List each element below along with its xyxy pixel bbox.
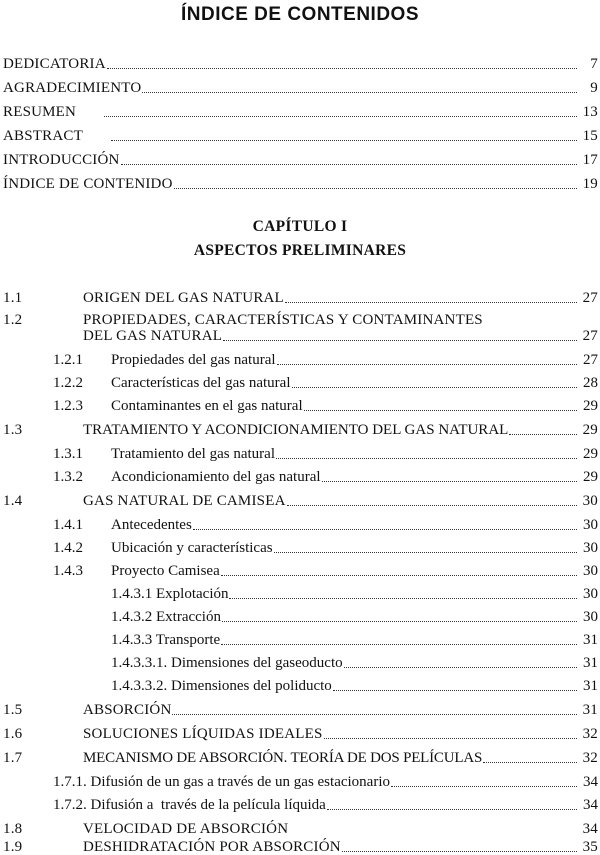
toc-entry-title: 1.4.3.3 Transporte <box>111 632 221 648</box>
page-title: ÍNDICE DE CONTENIDOS <box>180 4 420 25</box>
dot-leader <box>222 621 577 622</box>
toc-entry-resumen[interactable] <box>3 98 598 120</box>
dot-leader <box>304 410 577 411</box>
toc-entry-title: DEL GAS NATURAL <box>83 328 223 344</box>
toc-entry-1-3-1[interactable] <box>3 440 598 462</box>
toc-entry-indice[interactable] <box>3 170 598 192</box>
toc-entry-1-4-3[interactable] <box>3 557 598 579</box>
toc-entry-1-7-2[interactable] <box>3 791 598 813</box>
dot-leader <box>223 340 577 341</box>
toc-entry-page: 9 <box>590 80 598 96</box>
dot-leader <box>104 116 577 117</box>
dot-leader <box>333 690 577 691</box>
toc-entry-number: 1.4.1 <box>53 517 83 533</box>
toc-entry-number: 1.1 <box>3 290 23 306</box>
toc-entry-page: 27 <box>582 290 598 306</box>
toc-entry-number: 1.9 <box>3 839 23 855</box>
toc-entry-number: 1.2.3 <box>53 398 83 414</box>
toc-entry-title: INTRODUCCIÓN <box>3 152 120 168</box>
toc-entry-agradecimiento[interactable] <box>3 74 598 96</box>
toc-entry-abstract[interactable] <box>3 122 598 144</box>
toc-entry-number: 1.6 <box>3 726 23 742</box>
dot-leader <box>142 92 577 93</box>
dot-leader <box>172 714 577 715</box>
dot-leader <box>221 644 577 645</box>
toc-entry-number: 1.3 <box>3 422 23 438</box>
toc-entry-title: DEDICATORIA <box>3 56 106 72</box>
toc-entry-title: 1.4.3.1 Explotación <box>111 586 229 602</box>
toc-entry-page: 32 <box>582 750 598 766</box>
toc-entry-page: 29 <box>583 446 598 462</box>
toc-entry-1-2-2[interactable] <box>3 369 598 391</box>
toc-entry-1-7-1[interactable] <box>3 768 598 790</box>
toc-entry-1-2-3[interactable] <box>3 392 598 414</box>
toc-entry-title: ABSORCIÓN <box>83 702 172 718</box>
toc-entry-introduccion[interactable] <box>3 146 598 168</box>
dot-leader <box>274 552 577 553</box>
toc-entry-page: 34 <box>583 774 598 790</box>
toc-entry-title: TRATAMIENTO Y ACONDICIONAMIENTO DEL GAS NATURAL <box>83 422 509 438</box>
toc-entry-title: 1.4.3.3.2. Dimensiones del poliducto <box>111 678 332 694</box>
toc-entry-title: Contaminantes en el gas natural <box>111 398 303 414</box>
toc-entry-number: 1.4.3 <box>53 563 83 579</box>
toc-entry-title: 1.7.1. Difusión de un gas a través de un gas estacionario <box>53 774 390 790</box>
toc-entry-number: 1.7 <box>3 750 23 766</box>
toc-entry-title: GAS NATURAL DE CAMISEA <box>83 493 286 509</box>
dot-leader <box>121 164 577 165</box>
toc-entry-1-4[interactable] <box>3 487 598 509</box>
toc-entry-number: 1.8 <box>3 821 23 837</box>
toc-entry-number: 1.3.2 <box>53 469 83 485</box>
dot-leader <box>289 833 577 834</box>
chapter-label: CAPÍTULO I <box>252 218 348 235</box>
dot-leader <box>174 188 577 189</box>
toc-entry-page: 30 <box>583 586 598 602</box>
dot-leader <box>107 68 577 69</box>
toc-entry-title-line1: PROPIEDADES, CARACTERÍSTICAS Y CONTAMINANTES <box>83 312 483 328</box>
toc-entry-page: 31 <box>583 632 598 648</box>
dot-leader <box>509 434 577 435</box>
toc-entry-title: Características del gas natural <box>111 375 291 391</box>
toc-entry-number: 1.3.1 <box>53 446 83 462</box>
dot-leader <box>287 505 577 506</box>
dot-leader <box>277 364 577 365</box>
toc-entry-dedicatoria[interactable] <box>3 50 598 72</box>
toc-entry-page: 30 <box>583 609 598 625</box>
dot-leader <box>221 575 577 576</box>
dot-leader <box>391 786 577 787</box>
toc-entry-page: 30 <box>582 493 598 509</box>
toc-entry-title: ABSTRACT <box>3 128 83 144</box>
toc-entry-number: 1.2.1 <box>53 352 83 368</box>
toc-entry-number: 1.4.2 <box>53 540 83 556</box>
toc-entry-title: Tratamiento del gas natural <box>111 446 275 462</box>
toc-entry-page: 28 <box>583 375 598 391</box>
toc-entry-1-3[interactable] <box>3 416 598 438</box>
toc-entry-page: 29 <box>583 469 598 485</box>
toc-entry-page: 31 <box>583 655 598 671</box>
dot-leader <box>276 458 577 459</box>
toc-entry-page: 27 <box>582 328 598 344</box>
toc-entry-title: ÍNDICE DE CONTENIDO <box>3 176 173 192</box>
toc-entry-page: 31 <box>582 702 598 718</box>
toc-entry-title: DESHIDRATACIÓN POR ABSORCIÓN <box>83 839 341 855</box>
dot-leader <box>111 140 577 141</box>
toc-entry-1-1[interactable] <box>3 284 598 306</box>
toc-entry-1-4-3-3-1[interactable] <box>3 649 598 671</box>
toc-entry-page: 29 <box>582 422 598 438</box>
dot-leader <box>344 667 577 668</box>
toc-entry-title: 1.7.2. Difusión a través de la película líquida <box>53 797 326 813</box>
toc-entry-page: 34 <box>583 797 598 813</box>
toc-entry-title: 1.4.3.2 Extracción <box>111 609 221 625</box>
dot-leader <box>229 598 577 599</box>
toc-entry-number: 1.2 <box>3 312 23 328</box>
toc-entry-title: 1.4.3.3.1. Dimensiones del gaseoducto <box>111 655 343 671</box>
toc-entry-1-8[interactable] <box>3 815 598 837</box>
toc-entry-1-6[interactable] <box>3 720 598 742</box>
toc-entry-number: 1.2.2 <box>53 375 83 391</box>
toc-entry-title: RESUMEN <box>3 104 77 120</box>
dot-leader <box>342 851 577 852</box>
toc-entry-page: 27 <box>583 352 598 368</box>
toc-entry-number: 1.5 <box>3 702 23 718</box>
toc-entry-1-9[interactable] <box>3 839 598 855</box>
toc-entry-page: 35 <box>582 839 598 855</box>
toc-entry-1-4-3-3[interactable] <box>3 626 598 648</box>
toc-entry-page: 13 <box>582 104 598 120</box>
toc-entry-page: 19 <box>582 176 598 192</box>
toc-entry-number: 1.4 <box>3 493 23 509</box>
toc-entry-page: 17 <box>582 152 598 168</box>
toc-entry-title: Acondicionamiento del gas natural <box>111 469 321 485</box>
toc-entry-page: 29 <box>583 398 598 414</box>
dot-leader <box>324 738 577 739</box>
toc-entry-1-2[interactable] <box>3 322 598 344</box>
toc-entry-title: MECANISMO DE ABSORCIÓN. TEORÍA DE DOS PELÍCULAS <box>83 750 483 766</box>
toc-entry-page: 30 <box>583 540 598 556</box>
toc-entry-1-4-3-3-2[interactable] <box>3 672 598 694</box>
toc-entry-1-4-2[interactable] <box>3 534 598 556</box>
toc-entry-title: Proyecto Camisea <box>111 563 220 579</box>
toc-entry-title: AGRADECIMIENTO <box>3 80 142 96</box>
toc-entry-1-2-1[interactable] <box>3 346 598 368</box>
toc-entry-page: 7 <box>590 56 598 72</box>
toc-entry-page: 32 <box>582 726 598 742</box>
toc-entry-page: 30 <box>583 563 598 579</box>
dot-leader <box>322 481 577 482</box>
toc-entry-1-4-3-1[interactable] <box>3 580 598 602</box>
chapter-name: ASPECTOS PRELIMINARES <box>193 242 407 259</box>
dot-leader <box>483 762 577 763</box>
toc-entry-1-7[interactable] <box>3 744 598 766</box>
dot-leader <box>193 529 577 530</box>
toc-entry-1-4-3-2[interactable] <box>3 603 598 625</box>
toc-entry-page: 31 <box>583 678 598 694</box>
toc-entry-1-5[interactable] <box>3 696 598 718</box>
toc-entry-page: 15 <box>582 128 598 144</box>
toc-entry-title: Antecedentes <box>111 517 192 533</box>
toc-entry-1-4-1[interactable] <box>3 511 598 533</box>
toc-entry-1-3-2[interactable] <box>3 463 598 485</box>
toc-entry-title: SOLUCIONES LÍQUIDAS IDEALES <box>83 726 323 742</box>
toc-entry-title: Ubicación y características <box>111 540 273 556</box>
toc-entry-title: VELOCIDAD DE ABSORCIÓN <box>83 821 289 837</box>
toc-entry-page: 34 <box>582 821 598 837</box>
toc-entry-title: ORIGEN DEL GAS NATURAL <box>83 290 284 306</box>
dot-leader <box>285 302 577 303</box>
toc-entry-title: Propiedades del gas natural <box>111 352 276 368</box>
dot-leader <box>292 387 577 388</box>
dot-leader <box>327 809 577 810</box>
toc-entry-page: 30 <box>583 517 598 533</box>
